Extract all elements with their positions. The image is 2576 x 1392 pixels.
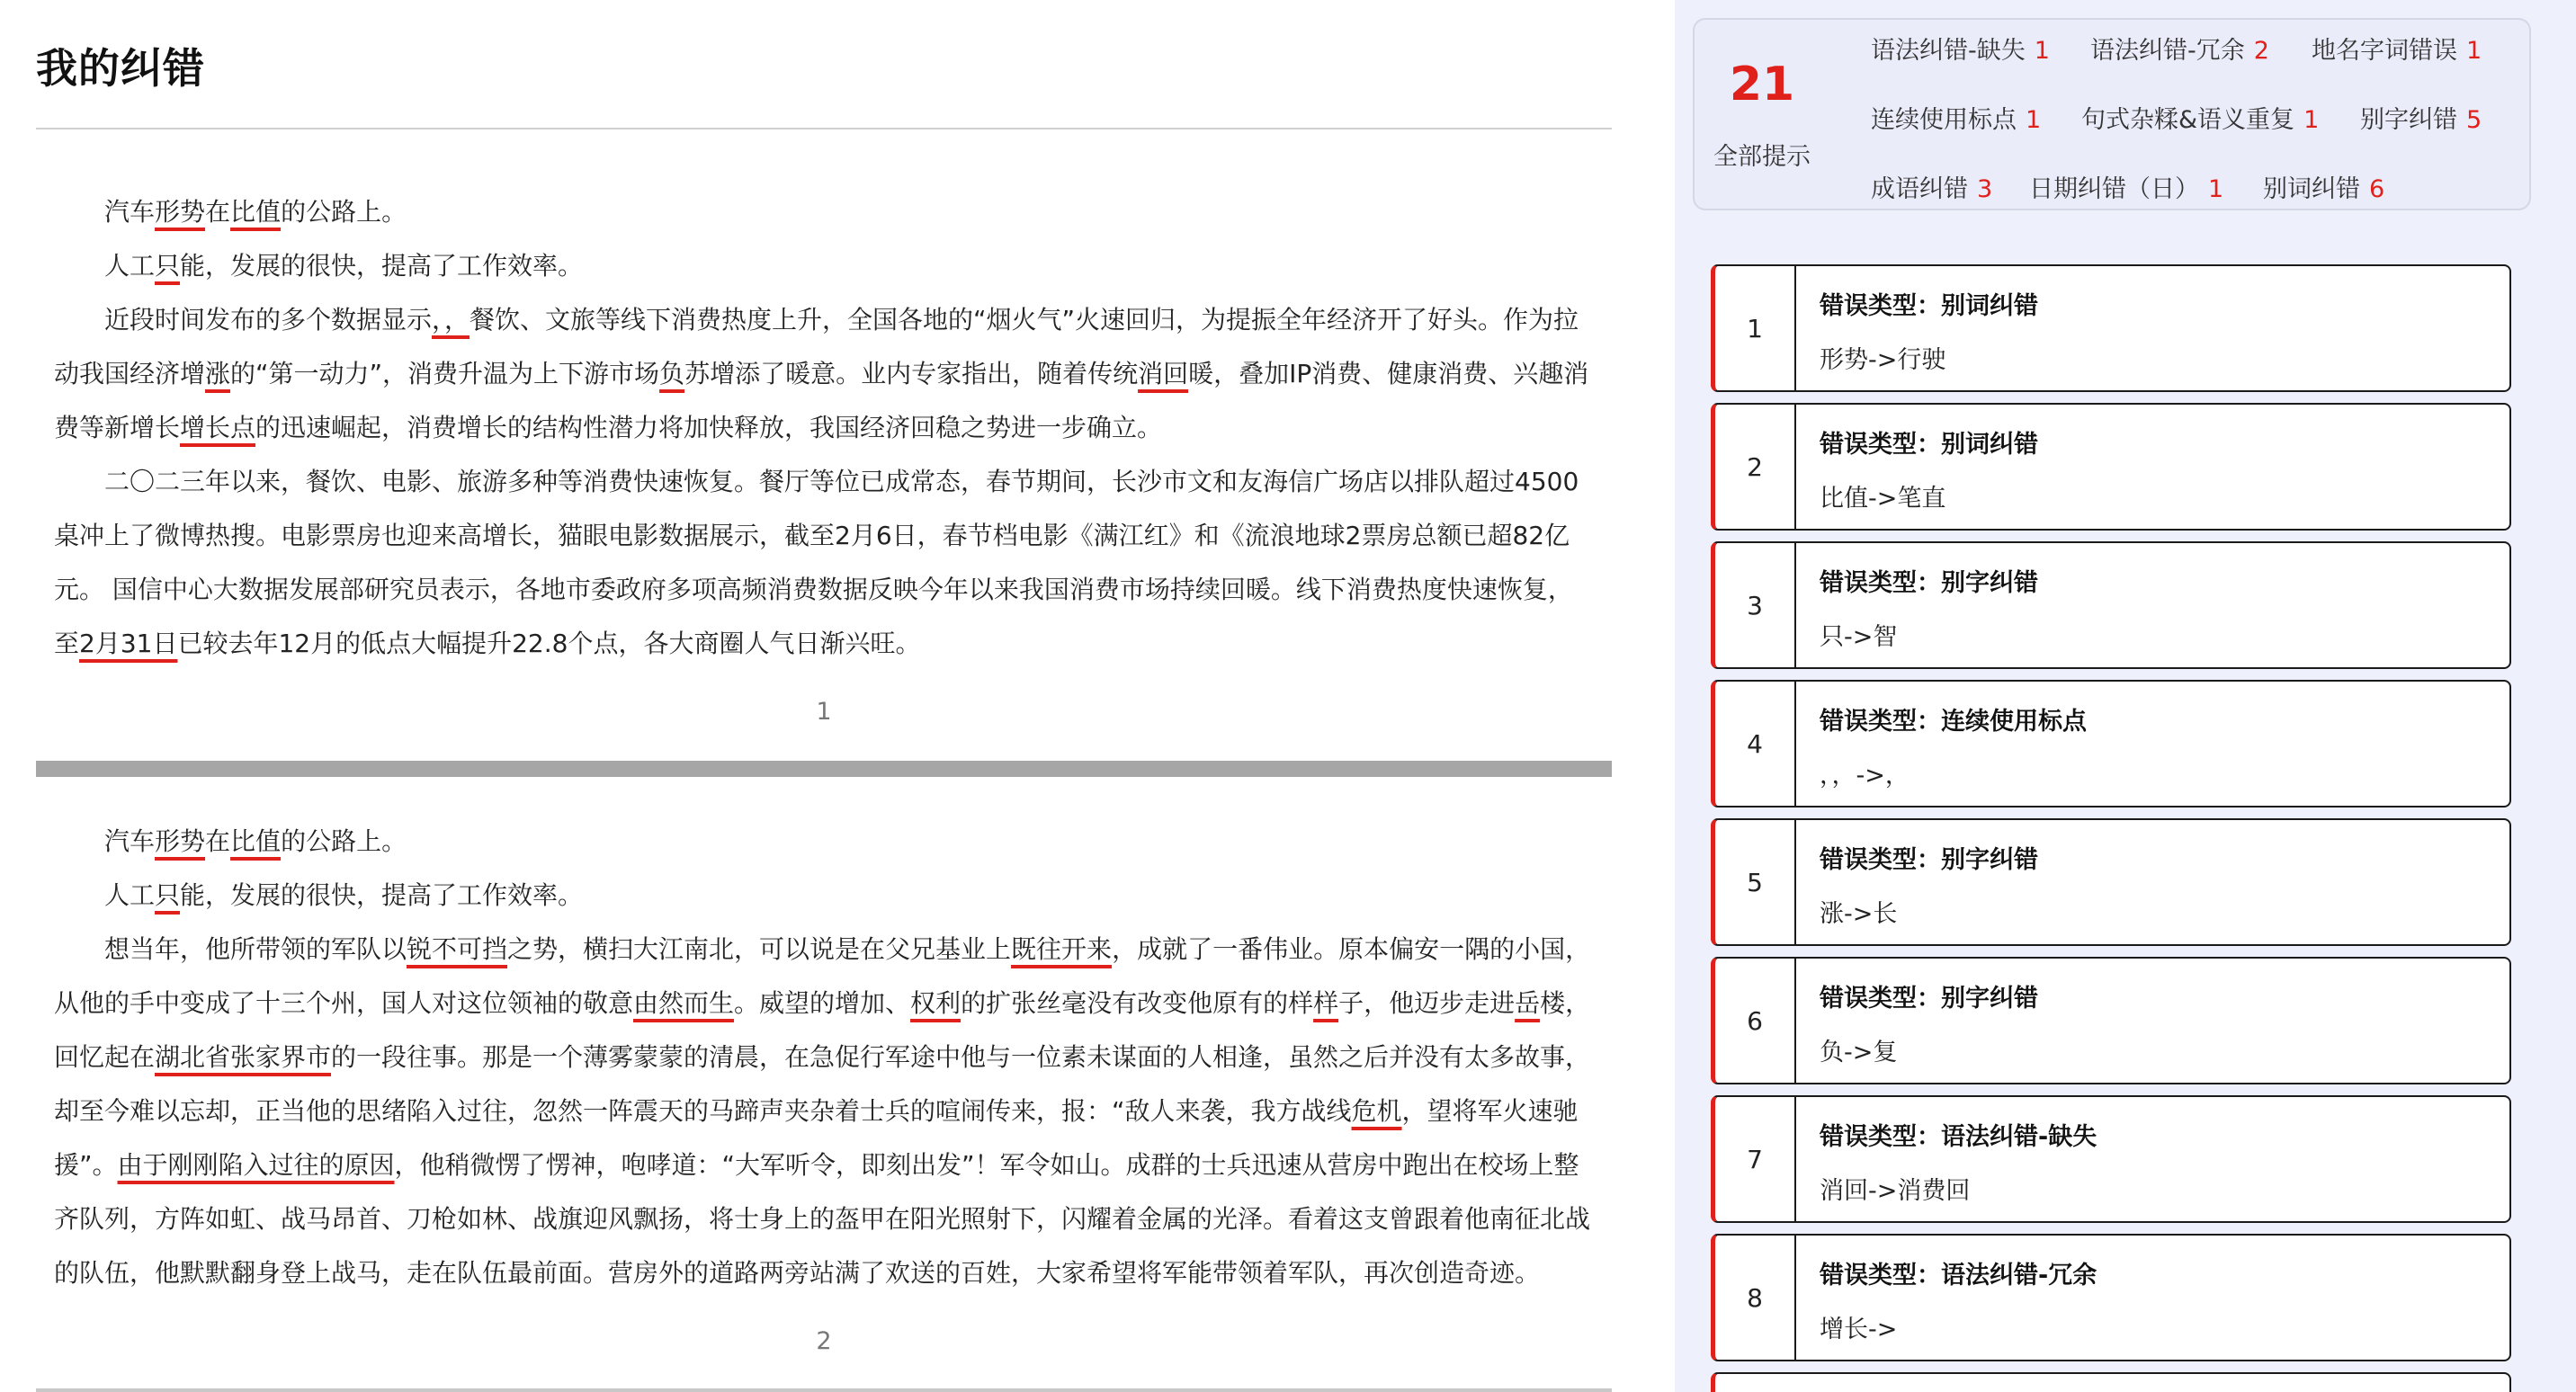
- category-filter[interactable]: [1871, 31, 2050, 66]
- text-run: ，他稍微愣了愣神，咆哮道：“大军听令，即刻出发”！军令如山。成群的士兵迅速从营房中跑出在校场上整齐队列，方阵如虹、战马昂首、刀枪如林、战旗迎风飘扬，将士身上的盔甲在阳光照射下，闪耀着金属的光泽。看着这支曾跟着他南征北战的队伍，他默默翻身登上战马，走在队伍最前面。营房外的道路两旁站满了欢送的百姓，大家希望将军能带领着军队，再次创造奇迹。: [54, 1150, 1591, 1288]
- category-count: 5: [2466, 106, 2482, 134]
- category-filter[interactable]: [2360, 100, 2482, 135]
- error-index: 2: [1715, 405, 1796, 529]
- category-name: 日期纠错（日）: [2029, 175, 2199, 203]
- text-run: 之势，横扫大江南北，可以说是在父兄基业上: [507, 934, 1012, 964]
- category-name: 语法纠错-冗余: [2090, 37, 2245, 65]
- error-index: 6: [1715, 959, 1796, 1083]
- error-card[interactable]: [1711, 1095, 2511, 1223]
- category-filter[interactable]: [2029, 169, 2223, 204]
- error-type: 错误类型：语法纠错-冗余: [1820, 1262, 2097, 1289]
- page-number: 2: [816, 1327, 832, 1355]
- error-highlight[interactable]: 岳: [1515, 988, 1541, 1018]
- error-card[interactable]: [1711, 264, 2511, 392]
- error-card[interactable]: [1711, 541, 2511, 669]
- category-filter[interactable]: [2312, 31, 2482, 66]
- page-bottom-edge: [36, 1388, 1612, 1392]
- text-run: 的迅速崛起，消费增长的结构性潜力将加快释放，我国经济回稳之势进一步确立。: [255, 413, 1163, 442]
- text-run: 汽车: [104, 826, 156, 856]
- category-filter[interactable]: [2090, 31, 2269, 66]
- category-filter[interactable]: [1871, 169, 1992, 204]
- error-type: 错误类型：别字纠错: [1820, 985, 2038, 1013]
- error-highlight[interactable]: 形势: [155, 826, 206, 856]
- paragraph: [54, 455, 1594, 671]
- text-run: 近段时间发布的多个数据显示: [104, 305, 433, 335]
- text-run: 的“第一动力”，消费升温为上下游市场: [230, 359, 660, 388]
- error-correction: 比值->笔直: [1820, 485, 1946, 513]
- text-run: 的一段往事。那是一个薄雾蒙蒙的清晨，在急促行军途中他与一位素未谋面的人相逢，虽然之后并没有太多故事，却至今难以忘却，正当他的思绪陷入过往，忽然一阵震天的马蹄声夹杂着士兵的喧闹传来，报：“敌人来袭，我方战线: [54, 1042, 1591, 1126]
- text-run: 想当年，他所带领的军队以: [104, 934, 407, 964]
- error-highlight[interactable]: 消回: [1138, 359, 1189, 388]
- category-count: 1: [2208, 175, 2224, 203]
- error-highlight[interactable]: 只: [155, 251, 181, 281]
- error-highlight[interactable]: 锐不可挡: [407, 934, 508, 964]
- category-count: 3: [1977, 175, 1993, 203]
- text-run: 人工: [104, 880, 156, 910]
- error-card[interactable]: [1711, 403, 2511, 531]
- error-index: 1: [1715, 266, 1796, 390]
- category-count: 2: [2253, 37, 2269, 65]
- category-name: 别词纠错: [2263, 175, 2360, 203]
- error-index: 5: [1715, 820, 1796, 944]
- error-highlight[interactable]: 危机: [1351, 1096, 1402, 1126]
- error-correction: 负->复: [1820, 1039, 1898, 1066]
- text-run: 二〇二三年以来，餐饮、电影、旅游多种等消费快速恢复。餐厅等位已成常态，春节期间，长沙市文和友海信广场店以排队超过4500桌冲上了微博热搜。电影票房也迎来高增长，猫眼电影数据展示，截至2月6日，春节档电影《满江红》和《流浪地球2票房总额已超82亿元。 国信中心大数据发展部研究员表示，各地市委政府多项高频消费数据反映今年以来我国消费市场持续回暖。线下消费热度快速恢复，至: [54, 467, 1579, 658]
- error-type: 错误类型：语法纠错-缺失: [1820, 1123, 2097, 1151]
- error-correction: 只->智: [1820, 623, 1898, 651]
- all-hints-label[interactable]: 全部提示: [1713, 143, 1811, 171]
- category-name: 连续使用标点: [1871, 106, 2017, 134]
- paragraph: [54, 923, 1594, 1300]
- error-highlight[interactable]: ，，: [432, 305, 470, 335]
- error-sidebar: [1675, 0, 2576, 1392]
- error-card[interactable]: [1711, 1372, 2511, 1392]
- category-count: 1: [2026, 106, 2042, 134]
- error-highlight[interactable]: 湖北省张家界市: [155, 1042, 332, 1072]
- text-run: 子，他迈步走进: [1338, 988, 1516, 1018]
- text-run: 汽车: [104, 197, 156, 227]
- error-card[interactable]: [1711, 680, 2511, 808]
- error-highlight[interactable]: 负: [659, 359, 685, 388]
- error-highlight[interactable]: 比值: [230, 197, 282, 227]
- category-name: 别字纠错: [2360, 106, 2457, 134]
- error-type: 错误类型：别字纠错: [1820, 846, 2038, 874]
- error-highlight[interactable]: 涨: [205, 359, 231, 388]
- paragraph: [54, 185, 1594, 239]
- error-highlight[interactable]: 比值: [230, 826, 282, 856]
- error-card[interactable]: [1711, 957, 2511, 1084]
- page-title: 我的纠错: [36, 44, 205, 93]
- category-count: 1: [2303, 106, 2320, 134]
- category-name: 成语纠错: [1871, 175, 1968, 203]
- error-correction: 消回->消费回: [1820, 1177, 1971, 1205]
- page-separator: [36, 761, 1612, 777]
- error-type: 错误类型：别词纠错: [1820, 431, 2038, 459]
- error-correction: 涨->长: [1820, 900, 1898, 928]
- paragraph: [54, 815, 1594, 869]
- error-highlight[interactable]: 既往开来: [1011, 934, 1113, 964]
- category-count: 6: [2369, 175, 2385, 203]
- error-highlight[interactable]: 2月31日: [79, 629, 178, 658]
- text-run: 能，发展的很快，提高了工作效率。: [180, 251, 584, 281]
- text-run: ，望将军火速驰援”。: [54, 1096, 1579, 1180]
- error-card[interactable]: [1711, 1234, 2511, 1361]
- error-highlight[interactable]: 形势: [155, 197, 206, 227]
- error-highlight[interactable]: 样: [1313, 988, 1339, 1018]
- category-filter[interactable]: [2081, 100, 2319, 135]
- paragraph: [54, 239, 1594, 293]
- text-run: 人工: [104, 251, 156, 281]
- text-run: 能，发展的很快，提高了工作效率。: [180, 880, 584, 910]
- error-index: 3: [1715, 543, 1796, 667]
- category-filter[interactable]: [2263, 169, 2384, 204]
- text-run: 在: [205, 826, 231, 856]
- error-highlight[interactable]: 由然而生: [633, 988, 735, 1018]
- text-run: 的公路上。: [281, 826, 407, 856]
- error-highlight[interactable]: 只: [155, 880, 181, 910]
- error-correction: 增长->: [1820, 1316, 1898, 1343]
- error-type: 错误类型：别词纠错: [1820, 292, 2038, 320]
- text-run: 餐饮、文旅等线下消费热度上升，全国各地的“烟火气”火速回归，为提振全年经济开了好头。作为拉动我国经济增: [54, 305, 1579, 388]
- text-run: 在: [205, 197, 231, 227]
- error-index: 8: [1715, 1236, 1796, 1360]
- error-index: 4: [1715, 682, 1796, 806]
- error-highlight[interactable]: 由于刚刚陷入过往的原因: [117, 1150, 395, 1180]
- category-name: 地名字词错误: [2312, 37, 2457, 65]
- error-highlight[interactable]: 增长点: [180, 413, 256, 442]
- category-count: 1: [2466, 37, 2482, 65]
- text-run: 暖，叠加IP消费、健康消费、兴趣消费等新增长: [54, 359, 1589, 442]
- text-run: 的扩张丝毫没有改变他原有的样: [961, 988, 1314, 1018]
- category-filter[interactable]: [1871, 100, 2041, 135]
- error-card[interactable]: [1711, 818, 2511, 946]
- text-run: 已较去年12月的低点大幅提升22.8个点，各大商圈人气日渐兴旺。: [177, 629, 921, 658]
- error-summary-panel: [1693, 18, 2531, 210]
- total-error-count[interactable]: 21: [1729, 58, 1795, 112]
- error-highlight[interactable]: 权利: [910, 988, 962, 1018]
- text-run: 楼，回忆起在: [54, 988, 1591, 1072]
- error-correction: ，，->，: [1820, 762, 1910, 790]
- category-count: 1: [2034, 37, 2050, 65]
- paragraph: [54, 869, 1594, 923]
- error-correction: 形势->行驶: [1820, 346, 1946, 374]
- text-run: 。威望的增加、: [734, 988, 911, 1018]
- title-divider: [36, 128, 1612, 129]
- text-run: 苏增添了暖意。业内专家指出，随着传统: [684, 359, 1139, 388]
- error-type: 错误类型：连续使用标点: [1820, 708, 2087, 736]
- error-index: 7: [1715, 1097, 1796, 1221]
- paragraph: [54, 293, 1594, 455]
- category-name: 语法纠错-缺失: [1871, 37, 2026, 65]
- page-number: 1: [816, 698, 832, 726]
- error-type: 错误类型：别字纠错: [1820, 569, 2038, 597]
- text-run: 的公路上。: [281, 197, 407, 227]
- text-run: ，成就了一番伟业。原本偏安一隅的小国，从他的手中变成了十三个州，国人对这位领袖的敬意: [54, 934, 1591, 1018]
- category-name: 句式杂糅&语义重复: [2081, 106, 2295, 134]
